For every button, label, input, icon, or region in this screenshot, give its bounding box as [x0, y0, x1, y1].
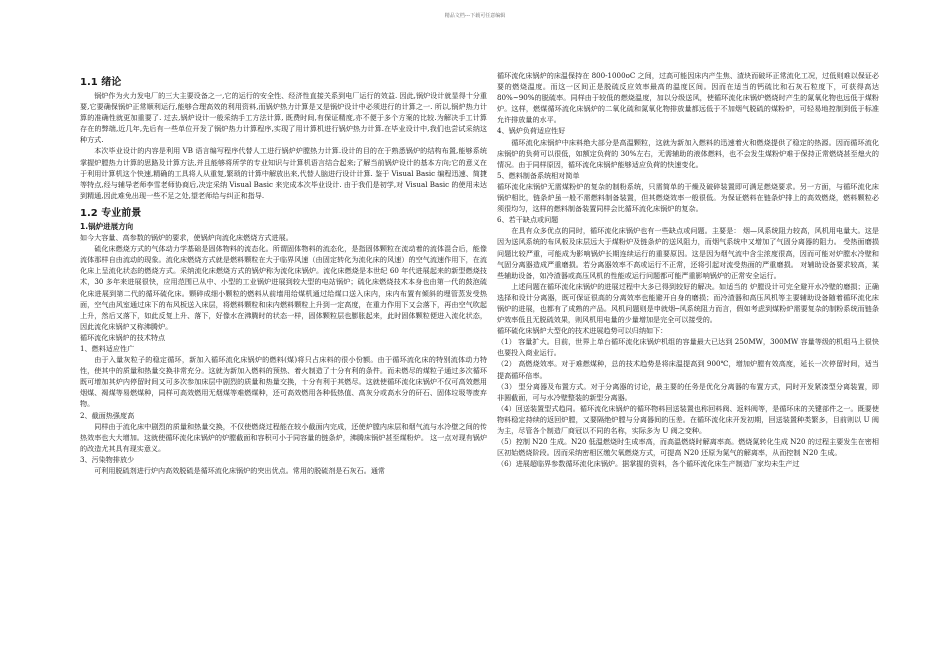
list-item: （3） 型分离器及布置方式。对于分离器的讨论，最主要的任务是优化分离器的布置方式，同时开发紧凑型分离装置，即非圆截面，可与水冷壁整装的新型分离器。: [497, 381, 879, 402]
paragraph: 可利用脱硫剂进行炉内高效脱硫是循环流化床锅炉的突出优点。常用的脱硫剂是石灰石。通常: [94, 466, 386, 475]
paragraph: 循环流化床锅炉中床料绝大部分是高温颗粒，这就为新加入燃料的迅速着火和燃烧提供了稳定的热源。因而循环流化床锅炉的负荷可以很低，如额定负荷的 30%左右，无需辅助的液体燃料，也不会发生煤粉炉难于保持正常燃烧甚至熄火的情况。由于同样原因，循环流化床锅炉能够适应负荷的快速变化。: [497, 137, 879, 169]
list-heading: 6、若干缺点或问题: [497, 215, 559, 225]
list-item: （6）进展超临界参数循环流化床锅炉。据掌握的资料，各个循环流化床生产制造厂家均未生产过: [497, 459, 800, 469]
paragraph: 同样由于流化床中剧烈的质量和热量交换，不仅使燃烧过程能在较小截面内完成，还使炉膛内床层和烟气流与水冷壁之间的传热效率也大大增加。这就使循环流化床锅炉的炉膛截面和容积可小于同容量的链条炉，沸腾床锅炉甚至煤粉炉。 这一点对现有锅炉的改造尤其具有现实意义。: [80, 421, 487, 453]
paragraph: 上述问题在循环流化床锅炉的进展过程中大多已得到较好的解决。如适当的 炉膛设计可完全避开水冷壁的磨损；正确选择和设计分离器，既可保证很高的分离效率也能避开自身的磨损；而冷渣器和高压风机等主要辅助设备随着循环流化床锅炉的进展，也都有了成熟的产品。风机问题则是申就烟─风系统阻力而言，假如考虑到煤粉炉需要复杂的制粉系统而链条炉效率低且无脱硫效果，则风机用电量的少量增加是完全可以接受的。: [497, 281, 879, 325]
section-heading-intro: 1.1 绪论: [80, 77, 122, 88]
paragraph: 循环流化床锅炉的床温保持在 800-1000oC 之间，过高可能因床内产生焦、渣块而破坏正常流化工况，过低则难以保证必要的燃烧温度。而这一区间正是脱硫反应效率最高的温度区间。因而在适当的钙硫比和石灰石粒度下，可获得高达 80%~90%的脱硫率。同样由于较低的燃烧温度，加以分级送风，使循环流化床锅炉燃烧时产生的氮氧化物也远低于煤粉炉。这样，燃煤循环流化床锅炉的二氧化硫和氮氧化物排放量都远低于不加烟气脱硫的煤粉炉，可轻易地控制到低于标准允许排放量的水平。: [497, 71, 879, 125]
list-heading: 2、截面热强度高: [80, 410, 135, 420]
paragraph: 循环流化床锅炉的技术特点: [80, 332, 166, 342]
paragraph: 本次毕业设计的内容是利用 VB 语言编写程序代替人工进行锅炉炉膛热力计算.设计的目的在于熟悉锅炉的结构布置,能够系统掌握炉膛热力计算的思路及计算方法,并且能够将所学的专业知识与计算机语言结合起来;了解当前锅炉设计的基本方向;它的意义在于利用计算机这个快速,精确的工具将人从重复,繁琐的计算中解放出来,代替人脑进行设计计算. 鉴于 Visual Basic 编程迅速、简捷等特点,经与辅导老师李雪老师协商后,决定采纳 Visual Basic 来完成本次毕业设计. 由于我们是初学,对 Visual Basic 的使用未达到精通,因此难免出现一些不足之处,望老师给与纠正和指导.: [80, 146, 487, 200]
list-heading: 4、锅炉负荷适应性好: [497, 126, 566, 136]
paragraph: 如今大容量、高参数的锅炉的要求，使锅炉向流化床燃烧方式进展。: [80, 233, 293, 243]
list-heading: 1、燃料适应性广: [80, 343, 135, 353]
paragraph: 锅炉作为火力发电厂的三大主要设备之一,它的运行的安全性、经济性直接关系到电厂运行的效益. 因此,锅炉设计就显得十分重要,它要确保锅炉正常顺利运行,能够合理高效的利用资料,而锅炉热力计算是又是锅炉设计中必须进行的计算之一. 所以,锅炉热力计算的准确性就更加重要了. 过去,锅炉设计一般采纳手工方法计算, 既费时间,有保证精度,亦不便于多个方案的比较.为解决手工计算存在的弊端,近几年,先后有一些单位开发了锅炉热力计算程序,实现了用计算机进行锅炉热力计算.在毕业设计中,我们也尝试采纳这种方式.: [80, 91, 487, 145]
list-item: （5）控制 N20 生成。N20 低温燃烧时生成率高，而高温燃烧时解离率高。燃烧氮转化生成 N20 的过程主要发生在密相区初始燃烧阶段。因而采纳密相区缴欠氧燃烧方式，可提高 N20 还原为氮气的解离率，从而控制 N20 生成。: [497, 437, 879, 458]
paragraph: 硫化床燃烧方式的气体动力学基础是固体物料的流态化。所谓固体物料的流态化，是指固体颗粒在流动着的流体混合后，能像流体那样自由流动的现象。流化床燃烧方式就是燃料颗粒在大于临界风速（由固定转化为流化床的风速）的空气流速作用下，在流化床上呈流化状态的燃烧方式。采纳流化床燃烧方式的锅炉称为流化床锅炉。流化床燃烧是本世纪 60 年代进展起来的新型燃烧技术，30 多年来进展很快，应用范围已从中、小型的工业锅炉进展到较大型的电站锅炉；硫化床燃烧技术本身也由第一代的鼓泡硫化床进展到第二代的循环硫化床。颗碎成细小颗粒的燃料从前墙用给煤机通过给煤口送入床内，床内布置有倾斜的埋管蒸发受热面，空气由风室通过床下的布风板送入床层，将燃料颗粒和床内燃料颗粒上升到一定高度，在重力作用下又会落下，再由空气吹起上升，然后又落下，如此反复上升、落下，好像水在沸腾时的状态一样，固体颗粒层也膨胀起来，此时固体颗粒便进入流化状态，因此流化床锅炉又称沸腾炉。: [80, 244, 487, 331]
list-heading: 5、燃料制备系统相对简单: [497, 170, 580, 180]
list-item: （1） 容量扩大。目前，世界上单台循环流化床锅炉机组的容量最大已达到 250MW，300MW 容量等级的机组马上很快也要投入商业运行。: [497, 337, 879, 358]
subheading-boiler-direction: 1.锅炉进展方向: [80, 221, 134, 231]
list-item: （4）回送装置型式趋同。循环流化床锅炉的循环物料回送装置也称回料阀、返料阀等，是循环床的关键部件之一。既要使物料稳定持续的返回炉膛，又要隔绝炉膛与分离器间的压差。在循环流化床开发初期，回送装置种类繁多，目前则以 U 阀为主，尽管各个制造厂商冠以不同的名称，实际多为 U 阀之变种。: [497, 403, 879, 435]
paragraph: 由于入量灰粒子的稳定循环，新加入循环流化床锅炉的燃料(煤)将只占床料的很小份额。由于循环流化床的特别流体动力特性，使其中的质量和热量交换非常充分。这就为新加入燃料的预热、着火制造了十分有利的条件。而未燃尽的煤粒子通过多次循环既可增加其炉内停留时间又可多次参加床层中剧烈的质量和热量交换，十分有利于其燃尽。这就使循环流化床锅炉不仅可高效燃用烟煤、褐煤等易燃煤种，同样可高效燃用无烟煤等难燃煤种，还可高效燃用各种低热值、高灰分或高水分的矸石、固体垃圾等废弃物。: [80, 355, 487, 409]
left-column: [80, 76, 487, 666]
page-watermark: 精品文档---下载可任意编辑: [444, 13, 506, 19]
right-column: [497, 70, 879, 660]
paragraph: 在具有众多优点的同时，循环流化床锅炉也有一些缺点或问题。主要是： 烟—风系统阻力较高，风机用电量大。这是因为送风系统的布风板及床层远大于煤粉炉及链条炉的送风阻力，而烟气系统中又增加了气固分离器的阻力。 受热面磨损问题比较严重，可能成为影响锅炉长期连续运行的重要原因。这是因为烟气流中含尘浓度很高，因而可能对炉膛水冷壁和气固分离器造成严重磨损。若分离器效率不高或运行不正常，还将引起对流受热面的严重磨损。 对辅助设备要求较高，某些辅助设备，如冷渣器或高压风机的性能或运行问题都可能严重影响锅炉的正常安全运行。: [497, 226, 879, 280]
section-heading-prospects: 1.2 专业前景: [80, 207, 142, 219]
paragraph: 循环硫化床锅炉大型化的技术进展趋势可以归纳如下：: [497, 326, 668, 336]
list-item: （2） 高燃烧效率。对于难燃煤种，总的技术趋势是将床温提高到 900℃，增加炉膛有效高度，延长一次停留时间，适当提高循环倍率。: [497, 359, 879, 380]
list-heading: 3、污染物排放少: [80, 454, 135, 464]
paragraph: 循环流化床锅炉无需煤粉炉的复杂的制粉系统，只需简单的干燥及破碎装置即可满足燃烧要求。另一方面，与循环流化床锅炉相比，链条炉虽一般不需燃料制备装置，但其燃烧效率一般很低。为保证燃料在链条炉排上的高效燃烧，燃料颗粒必须很均匀，这样的燃料制备装置同样会比循环流化床锅炉的复杂。: [497, 181, 879, 214]
